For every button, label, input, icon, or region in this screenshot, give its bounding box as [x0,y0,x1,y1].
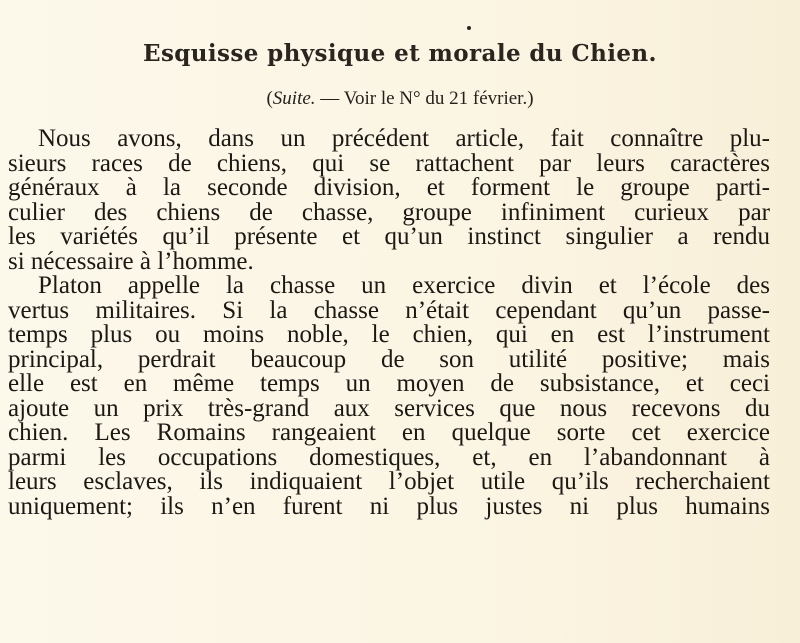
text-line: culier des chiens de chasse, groupe infiniment curieux par [8,198,770,226]
text-line: temps plus ou moins noble, le chien, qui en est l’instrument [8,321,770,348]
text-line: Nous avons, dans un précédent article, fait connaître plu- [38,125,770,152]
text-line: leurs esclaves, ils indiquaient l’objet utile qu’ils recherchaient [8,468,770,495]
text-line: vertus militaires. Si la chasse n’était cependant qu’un passe- [8,296,770,324]
text-line: ajoute un prix très-grand aux services que nous recevons du [8,394,770,422]
article-body [8,127,770,519]
article-subtitle [0,88,800,110]
text-line: généraux à la seconde division, et forment le groupe parti- [8,174,770,201]
text-line: uniquement; ils n’en furent ni plus justes ni plus humains [8,492,770,520]
text-line: si nécessaire à l’homme. [8,247,254,275]
text-line: sieurs races de chiens, qui se rattachent par leurs caractères [8,149,770,177]
text-line: parmi les occupations domestiques, et, en l’abandonnant à [8,443,770,471]
article-title: Esquisse physique et morale du Chien. [143,40,657,67]
text-line: Platon appelle la chasse un exercice divin et l’école des [38,272,770,299]
subtitle-suite: Suite. [272,88,316,109]
text-line: principal, perdrait beaucoup de son utilité positive; mais [8,345,770,373]
subtitle-reference: — Voir le N° du 21 février.) [315,88,534,109]
text-line: chien. Les Romains rangeaient en quelque sorte cet exercice [8,419,770,446]
ornament-dot [467,26,471,30]
paragraph-1 [8,127,770,274]
paragraph-2 [8,274,770,519]
text-line: les variétés qu’il présente et qu’un instinct singulier a rendu [8,223,770,250]
text-line: elle est en même temps un moyen de subsistance, et ceci [8,370,770,397]
subtitle-open-paren: ( [266,88,273,109]
